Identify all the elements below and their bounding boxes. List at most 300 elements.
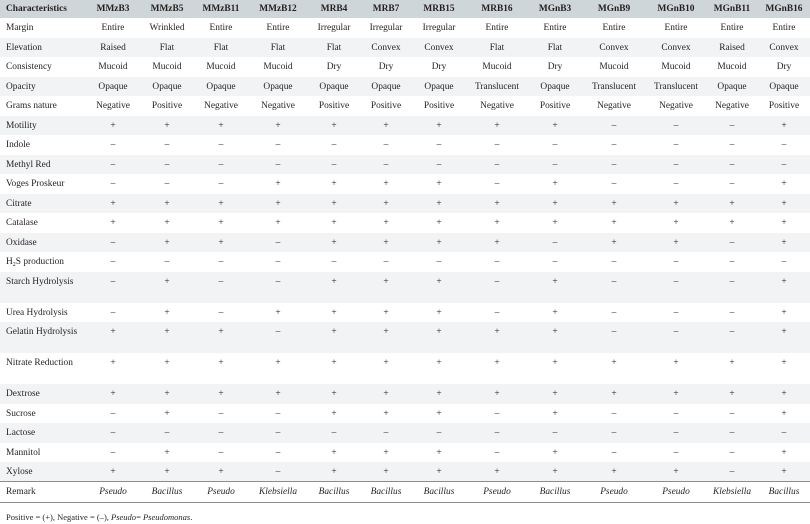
- column-header-characteristics: Characteristics: [0, 0, 86, 18]
- table-cell: –: [86, 155, 140, 175]
- table-cell: +: [412, 194, 466, 214]
- table-cell: Negative: [248, 96, 308, 116]
- table-cell: –: [706, 116, 758, 136]
- table-cell: +: [194, 322, 248, 353]
- table-cell: +: [360, 443, 412, 463]
- row-label: Catalase: [0, 213, 86, 233]
- table-cell: –: [86, 272, 140, 303]
- table-cell: –: [706, 423, 758, 443]
- table-cell: +: [646, 384, 706, 404]
- column-header-isolate: MGnB9: [582, 0, 646, 18]
- table-cell: +: [308, 322, 360, 353]
- column-header-isolate: MGnB10: [646, 0, 706, 18]
- table-cell: +: [528, 404, 582, 424]
- table-cell: +: [466, 353, 528, 384]
- table-cell: +: [412, 443, 466, 463]
- table-cell: +: [582, 233, 646, 253]
- table-cell: Convex: [360, 38, 412, 58]
- table-cell: –: [758, 135, 810, 155]
- table-cell: –: [582, 322, 646, 353]
- table-cell: –: [706, 322, 758, 353]
- table-cell: +: [582, 353, 646, 384]
- table-cell: Flat: [528, 38, 582, 58]
- table-row: [0, 213, 810, 233]
- table-cell: –: [466, 272, 528, 303]
- table-row: [0, 272, 810, 303]
- table-cell: +: [308, 353, 360, 384]
- table-cell: +: [412, 213, 466, 233]
- table-cell: –: [248, 252, 308, 272]
- table-cell: +: [758, 322, 810, 353]
- table-cell: Mucoid: [582, 57, 646, 77]
- table-row: [0, 155, 810, 175]
- table-cell: Entire: [758, 18, 810, 38]
- table-cell: Dry: [528, 57, 582, 77]
- table-cell: Positive: [140, 96, 194, 116]
- table-cell: +: [646, 194, 706, 214]
- table-cell: +: [758, 174, 810, 194]
- table-cell: +: [706, 194, 758, 214]
- table-cell: +: [412, 462, 466, 482]
- table-cell: –: [360, 252, 412, 272]
- table-cell: Mucoid: [248, 57, 308, 77]
- table-cell: +: [412, 233, 466, 253]
- row-label: Motility: [0, 116, 86, 136]
- table-cell: +: [248, 116, 308, 136]
- table-cell: –: [758, 155, 810, 175]
- table-cell: Irregular: [360, 18, 412, 38]
- table-row: [0, 57, 810, 77]
- table-cell: –: [308, 423, 360, 443]
- table-cell: Flat: [248, 38, 308, 58]
- table-cell: +: [194, 384, 248, 404]
- table-cell: +: [308, 213, 360, 233]
- table-cell: +: [466, 384, 528, 404]
- table-cell: +: [86, 462, 140, 482]
- table-row: [0, 233, 810, 253]
- table-cell: –: [86, 233, 140, 253]
- table-cell: +: [412, 116, 466, 136]
- table-cell: +: [646, 353, 706, 384]
- table-cell: Translucent: [466, 77, 528, 97]
- table-cell: –: [194, 272, 248, 303]
- column-header-isolate: MMzB5: [140, 0, 194, 18]
- table-cell: Entire: [528, 18, 582, 38]
- remark-cell: Pseudo: [86, 482, 140, 503]
- table-cell: +: [360, 303, 412, 323]
- table-cell: Dry: [412, 57, 466, 77]
- table-cell: +: [248, 213, 308, 233]
- table-cell: +: [758, 233, 810, 253]
- table-cell: –: [646, 252, 706, 272]
- footnote-prefix: Positive = (+), Negative = (–),: [6, 512, 112, 522]
- column-header-isolate: MRB16: [466, 0, 528, 18]
- table-cell: –: [646, 423, 706, 443]
- table-cell: –: [528, 252, 582, 272]
- table-cell: Translucent: [582, 77, 646, 97]
- table-cell: –: [466, 443, 528, 463]
- table-cell: –: [466, 135, 528, 155]
- table-cell: Negative: [194, 96, 248, 116]
- table-cell: Opaque: [140, 77, 194, 97]
- table-cell: +: [466, 322, 528, 353]
- column-header-isolate: MGnB11: [706, 0, 758, 18]
- table-cell: Wrinkled: [140, 18, 194, 38]
- table-cell: Negative: [466, 96, 528, 116]
- table-cell: +: [582, 194, 646, 214]
- table-cell: +: [86, 384, 140, 404]
- table-cell: +: [466, 194, 528, 214]
- table-cell: Positive: [412, 96, 466, 116]
- table-cell: –: [646, 135, 706, 155]
- table-cell: –: [86, 404, 140, 424]
- remark-cell: Klebsiella: [706, 482, 758, 503]
- table-cell: +: [140, 303, 194, 323]
- table-cell: +: [582, 213, 646, 233]
- table-cell: –: [412, 252, 466, 272]
- table-cell: Negative: [86, 96, 140, 116]
- table-cell: +: [758, 303, 810, 323]
- remark-cell: Bacillus: [412, 482, 466, 503]
- table-cell: Raised: [86, 38, 140, 58]
- table-cell: Positive: [528, 96, 582, 116]
- table-cell: –: [248, 423, 308, 443]
- table-row: [0, 322, 810, 353]
- table-cell: Entire: [86, 18, 140, 38]
- table-cell: Entire: [466, 18, 528, 38]
- table-cell: –: [582, 135, 646, 155]
- table-cell: +: [308, 174, 360, 194]
- row-label: Lactose: [0, 423, 86, 443]
- table-cell: +: [412, 353, 466, 384]
- table-cell: –: [86, 303, 140, 323]
- table-cell: +: [528, 353, 582, 384]
- table-cell: +: [528, 443, 582, 463]
- table-cell: Opaque: [758, 77, 810, 97]
- table-cell: +: [360, 404, 412, 424]
- table-cell: +: [466, 462, 528, 482]
- table-cell: –: [706, 174, 758, 194]
- table-cell: +: [412, 303, 466, 323]
- table-cell: –: [706, 155, 758, 175]
- table-cell: Entire: [646, 18, 706, 38]
- table-cell: +: [466, 233, 528, 253]
- table-cell: –: [248, 443, 308, 463]
- table-cell: –: [360, 155, 412, 175]
- table-cell: +: [758, 462, 810, 482]
- footnote-full: Pseudomonas: [142, 512, 191, 522]
- table-cell: +: [308, 272, 360, 303]
- table-cell: +: [140, 272, 194, 303]
- table-cell: Flat: [140, 38, 194, 58]
- table-cell: Opaque: [194, 77, 248, 97]
- remark-cell: Pseudo: [646, 482, 706, 503]
- table-cell: Mucoid: [140, 57, 194, 77]
- table-cell: +: [646, 462, 706, 482]
- table-cell: –: [758, 252, 810, 272]
- table-cell: +: [86, 322, 140, 353]
- table-row: [0, 116, 810, 136]
- table-cell: +: [412, 404, 466, 424]
- table-cell: –: [412, 155, 466, 175]
- table-cell: –: [248, 404, 308, 424]
- table-cell: Mucoid: [194, 57, 248, 77]
- table-header-row: [0, 0, 810, 18]
- table-cell: –: [412, 135, 466, 155]
- table-cell: –: [706, 303, 758, 323]
- row-label-text: H: [6, 257, 13, 267]
- table-row: [0, 18, 810, 38]
- table-cell: +: [360, 174, 412, 194]
- table-row: [0, 303, 810, 323]
- table-cell: +: [758, 194, 810, 214]
- table-cell: +: [360, 233, 412, 253]
- table-cell: Opaque: [308, 77, 360, 97]
- table-cell: –: [646, 443, 706, 463]
- table-cell: –: [412, 423, 466, 443]
- table-cell: –: [140, 252, 194, 272]
- row-label: Consistency: [0, 57, 86, 77]
- table-cell: –: [140, 423, 194, 443]
- table-cell: –: [706, 404, 758, 424]
- table-cell: +: [194, 233, 248, 253]
- table-cell: +: [140, 462, 194, 482]
- row-label-tail: S production: [15, 257, 64, 267]
- table-cell: Flat: [194, 38, 248, 58]
- table-cell: –: [140, 135, 194, 155]
- table-cell: +: [308, 194, 360, 214]
- table-cell: Entire: [194, 18, 248, 38]
- row-label: Citrate: [0, 194, 86, 214]
- table-cell: Flat: [308, 38, 360, 58]
- table-cell: –: [646, 174, 706, 194]
- table-cell: Convex: [412, 38, 466, 58]
- table-cell: +: [582, 462, 646, 482]
- table-cell: Entire: [248, 18, 308, 38]
- remark-cell: Pseudo: [194, 482, 248, 503]
- remark-cell: Bacillus: [360, 482, 412, 503]
- table-cell: –: [466, 404, 528, 424]
- table-cell: Negative: [582, 96, 646, 116]
- table-cell: –: [194, 174, 248, 194]
- table-cell: +: [248, 353, 308, 384]
- table-row: [0, 77, 810, 97]
- table-cell: +: [412, 384, 466, 404]
- remark-cell: Bacillus: [528, 482, 582, 503]
- table-cell: –: [646, 404, 706, 424]
- table-cell: +: [140, 116, 194, 136]
- table-cell: –: [248, 272, 308, 303]
- table-cell: –: [248, 233, 308, 253]
- table-cell: –: [86, 443, 140, 463]
- row-label: Elevation: [0, 38, 86, 58]
- column-header-isolate: MMzB11: [194, 0, 248, 18]
- table-row: [0, 194, 810, 214]
- table-cell: –: [466, 174, 528, 194]
- table-cell: +: [360, 322, 412, 353]
- table-cell: +: [308, 384, 360, 404]
- remark-cell: Pseudo: [466, 482, 528, 503]
- table-cell: –: [582, 174, 646, 194]
- table-cell: +: [140, 384, 194, 404]
- table-row: [0, 462, 810, 482]
- table-row: [0, 252, 810, 272]
- column-header-isolate: MGnB16: [758, 0, 810, 18]
- table-cell: +: [528, 462, 582, 482]
- table-cell: Convex: [582, 38, 646, 58]
- table-cell: +: [758, 272, 810, 303]
- remark-cell: Pseudo: [582, 482, 646, 503]
- table-cell: –: [646, 272, 706, 303]
- table-cell: –: [582, 423, 646, 443]
- row-label: Gelatin Hydrolysis: [0, 322, 86, 353]
- row-label: Voges Proskeur: [0, 174, 86, 194]
- table-cell: +: [412, 272, 466, 303]
- table-cell: –: [582, 155, 646, 175]
- table-cell: –: [248, 135, 308, 155]
- table-cell: –: [706, 462, 758, 482]
- table-cell: +: [758, 353, 810, 384]
- table-cell: –: [140, 155, 194, 175]
- table-cell: Opaque: [86, 77, 140, 97]
- table-cell: +: [194, 116, 248, 136]
- table-cell: Translucent: [646, 77, 706, 97]
- table-cell: –: [248, 462, 308, 482]
- table-cell: +: [360, 213, 412, 233]
- table-cell: +: [360, 462, 412, 482]
- table-row: [0, 404, 810, 424]
- column-header-isolate: MGnB3: [528, 0, 582, 18]
- table-cell: +: [308, 233, 360, 253]
- table-cell: +: [528, 272, 582, 303]
- row-label: Starch Hydrolysis: [0, 272, 86, 303]
- table-cell: +: [86, 213, 140, 233]
- table-cell: +: [360, 116, 412, 136]
- table-cell: –: [582, 443, 646, 463]
- table-cell: –: [194, 404, 248, 424]
- table-cell: +: [248, 384, 308, 404]
- table-cell: –: [706, 233, 758, 253]
- column-header-isolate: MMzB12: [248, 0, 308, 18]
- table-cell: –: [248, 155, 308, 175]
- table-cell: +: [758, 443, 810, 463]
- remark-cell: Bacillus: [758, 482, 810, 503]
- table-cell: +: [140, 322, 194, 353]
- table-cell: +: [706, 353, 758, 384]
- table-cell: –: [194, 303, 248, 323]
- table-cell: +: [308, 404, 360, 424]
- table-cell: –: [466, 303, 528, 323]
- table-cell: –: [582, 272, 646, 303]
- table-cell: –: [194, 423, 248, 443]
- table-cell: Convex: [646, 38, 706, 58]
- remark-label: Remark: [0, 482, 86, 503]
- row-label: Indole: [0, 135, 86, 155]
- footnote-abbr: Pseudo: [111, 512, 137, 522]
- row-label: Oxidase: [0, 233, 86, 253]
- table-cell: –: [194, 155, 248, 175]
- table-cell: Irregular: [412, 18, 466, 38]
- row-label: Methyl Red: [0, 155, 86, 175]
- row-label: Dextrose: [0, 384, 86, 404]
- footnote-end: .: [190, 512, 193, 522]
- row-label: Opacity: [0, 77, 86, 97]
- table-cell: +: [360, 353, 412, 384]
- table-cell: +: [582, 384, 646, 404]
- column-header-isolate: MRB4: [308, 0, 360, 18]
- table-cell: +: [466, 213, 528, 233]
- table-cell: –: [86, 423, 140, 443]
- table-row: [0, 384, 810, 404]
- table-cell: –: [360, 135, 412, 155]
- table-cell: –: [582, 116, 646, 136]
- table-cell: –: [582, 303, 646, 323]
- table-cell: –: [582, 252, 646, 272]
- table-cell: +: [140, 443, 194, 463]
- row-label-subscript: 2: [12, 262, 16, 268]
- table-cell: +: [360, 384, 412, 404]
- table-cell: Dry: [360, 57, 412, 77]
- row-label: Margin: [0, 18, 86, 38]
- table-cell: +: [706, 213, 758, 233]
- row-label: Sucrose: [0, 404, 86, 424]
- table-cell: –: [248, 322, 308, 353]
- table-cell: +: [308, 303, 360, 323]
- table-cell: –: [646, 322, 706, 353]
- table-cell: Opaque: [360, 77, 412, 97]
- table-cell: Positive: [758, 96, 810, 116]
- table-cell: Dry: [308, 57, 360, 77]
- table-cell: Mucoid: [466, 57, 528, 77]
- column-header-isolate: MRB15: [412, 0, 466, 18]
- table-cell: Opaque: [248, 77, 308, 97]
- table-cell: +: [758, 384, 810, 404]
- table-cell: +: [528, 303, 582, 323]
- table-cell: –: [194, 135, 248, 155]
- table-cell: –: [140, 174, 194, 194]
- table-cell: Irregular: [308, 18, 360, 38]
- table-cell: Entire: [582, 18, 646, 38]
- table-cell: –: [528, 155, 582, 175]
- remark-cell: Bacillus: [140, 482, 194, 503]
- table-cell: –: [86, 174, 140, 194]
- table-row: [0, 443, 810, 463]
- table-cell: Mucoid: [706, 57, 758, 77]
- table-cell: Raised: [706, 38, 758, 58]
- table-cell: +: [528, 116, 582, 136]
- table-footnote: [6, 512, 192, 522]
- table-cell: +: [194, 213, 248, 233]
- table-cell: Negative: [646, 96, 706, 116]
- table-cell: Entire: [706, 18, 758, 38]
- table-cell: +: [248, 174, 308, 194]
- row-label: Grams nature: [0, 96, 86, 116]
- table-cell: +: [86, 116, 140, 136]
- table-cell: –: [758, 423, 810, 443]
- table-cell: +: [528, 384, 582, 404]
- table-cell: Opaque: [706, 77, 758, 97]
- table-cell: +: [758, 116, 810, 136]
- table-cell: –: [706, 252, 758, 272]
- table-cell: –: [194, 443, 248, 463]
- table-cell: –: [528, 233, 582, 253]
- table-cell: Mucoid: [646, 57, 706, 77]
- table-cell: –: [308, 135, 360, 155]
- table-cell: –: [86, 135, 140, 155]
- table-cell: Flat: [466, 38, 528, 58]
- table-cell: –: [194, 252, 248, 272]
- table-cell: –: [706, 135, 758, 155]
